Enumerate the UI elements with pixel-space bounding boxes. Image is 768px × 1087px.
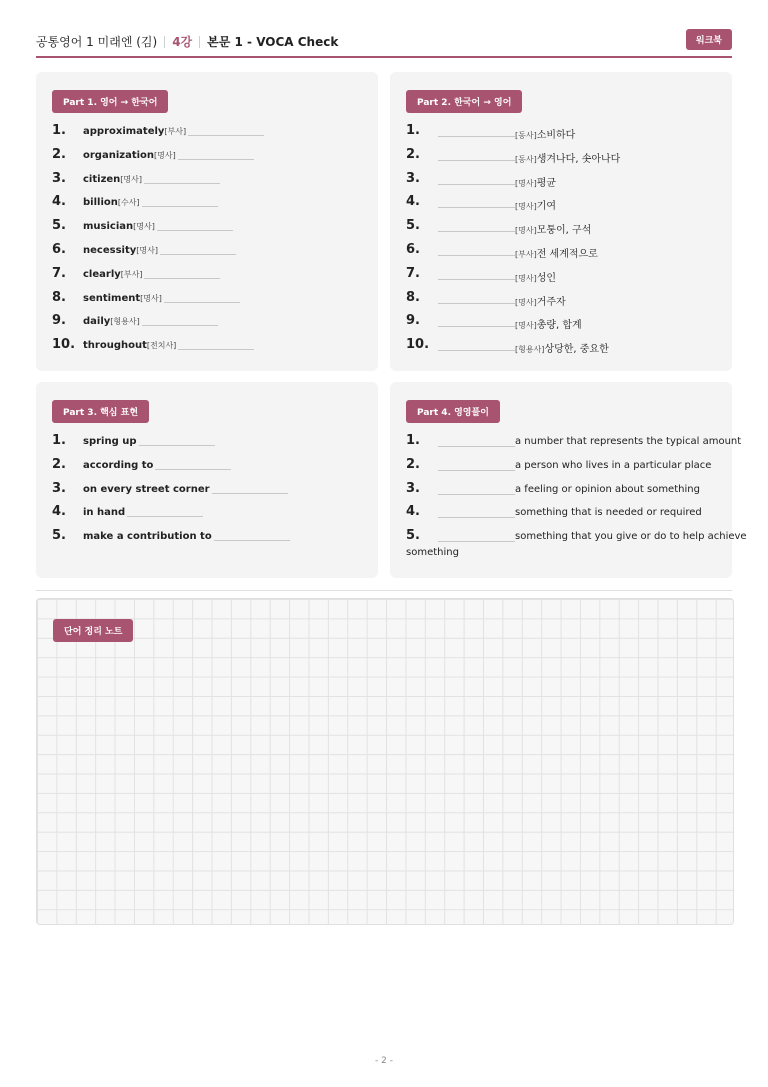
list-item [406, 457, 720, 475]
korean-meaning [515, 293, 566, 308]
vocab-word [83, 269, 220, 280]
vocab-notes-grid [36, 598, 734, 925]
item-number: 3. [406, 481, 420, 496]
list-item [52, 528, 366, 546]
key-phrase [83, 460, 231, 471]
lesson-number: 4강 [172, 35, 193, 49]
answer-blank[interactable] [142, 205, 218, 207]
vocab-word [83, 221, 233, 232]
part-of-speech: [수사] [117, 198, 140, 207]
list-item [52, 290, 366, 308]
item-number: 4. [52, 504, 66, 519]
item-number: 2. [406, 457, 420, 472]
korean-meaning [515, 221, 591, 236]
list-item [52, 218, 366, 236]
list-item [52, 313, 366, 331]
definition-continuation: something [406, 547, 459, 558]
item-number: 6. [52, 242, 66, 257]
answer-blank[interactable] [438, 326, 515, 327]
korean-meaning [515, 197, 556, 212]
part1-label: Part 1. 영어 → 한국어 [52, 90, 168, 113]
header-breadcrumb [36, 33, 338, 50]
list-item [52, 242, 366, 260]
list-item [406, 290, 720, 308]
item-number: 10. [406, 337, 430, 352]
key-phrase [83, 507, 203, 518]
answer-blank[interactable] [438, 517, 515, 518]
part3-label: Part 3. 핵심 표현 [52, 400, 149, 423]
list-item [52, 123, 366, 141]
answer-blank[interactable] [438, 207, 515, 208]
list-item [406, 266, 720, 284]
list-item [406, 337, 720, 355]
key-phrase [83, 436, 215, 447]
korean-meaning [515, 269, 556, 284]
item-number: 5. [52, 528, 66, 543]
answer-blank[interactable] [438, 279, 515, 280]
meaning-text: 전 세계적으로 [536, 249, 598, 260]
word-text: organization [83, 150, 155, 161]
item-number: 5. [406, 218, 420, 233]
meaning-text: 기여 [536, 201, 557, 212]
part-of-speech: [명사] [515, 298, 537, 307]
korean-meaning [515, 126, 575, 141]
answer-blank[interactable] [438, 231, 515, 232]
word-text: citizen [83, 174, 121, 185]
list-item [406, 242, 720, 260]
word-text: sentiment [83, 293, 141, 304]
part-of-speech: [전치사] [146, 341, 177, 350]
answer-blank[interactable] [144, 182, 220, 184]
word-text: billion [83, 197, 118, 208]
answer-blank[interactable] [155, 468, 231, 470]
list-item [52, 481, 366, 499]
answer-blank[interactable] [178, 158, 254, 160]
item-number: 1. [406, 433, 420, 448]
definition-text: a feeling or opinion about something [515, 484, 700, 495]
word-text: approximately [83, 126, 165, 137]
answer-blank[interactable] [438, 136, 515, 137]
list-item [52, 457, 366, 475]
answer-blank[interactable] [188, 134, 264, 136]
meaning-text: 모퉁이, 구석 [536, 225, 592, 236]
meaning-text: 생겨나다, 솟아나다 [536, 154, 621, 165]
list-item [406, 313, 720, 331]
answer-blank[interactable] [438, 255, 515, 256]
item-number: 4. [52, 194, 66, 209]
answer-blank[interactable] [438, 494, 515, 495]
item-number: 4. [406, 504, 420, 519]
part-of-speech: [동사] [515, 155, 537, 164]
korean-meaning [515, 150, 620, 165]
workbook-badge: 워크북 [686, 29, 732, 50]
item-number: 1. [52, 433, 66, 448]
list-item [406, 218, 720, 236]
part-of-speech: [동사] [515, 131, 537, 140]
part-of-speech: [명사] [515, 179, 537, 188]
answer-blank[interactable] [438, 303, 515, 304]
list-item [406, 171, 720, 189]
header-separator [164, 36, 165, 48]
key-phrase [83, 531, 290, 542]
korean-meaning [515, 316, 582, 331]
section-divider [36, 590, 732, 591]
part-of-speech: [부사] [164, 127, 187, 136]
phrase-text: make a contribution to [83, 531, 212, 542]
list-item [52, 266, 366, 284]
item-number: 2. [52, 147, 66, 162]
phrase-text: on every street corner [83, 484, 210, 495]
list-item [406, 528, 747, 558]
part-of-speech: [명사] [133, 222, 155, 231]
list-item [406, 504, 720, 522]
meaning-text: 소비하다 [536, 130, 576, 141]
part1-card [36, 72, 378, 371]
part3-card [36, 382, 378, 578]
vocab-word [83, 150, 254, 161]
definition-text: a number that represents the typical amount [515, 436, 742, 447]
part-of-speech: [명사] [120, 175, 142, 184]
vocab-word [83, 174, 220, 185]
part4-card [390, 382, 747, 578]
vocab-word [83, 293, 240, 304]
phrase-text: spring up [83, 436, 137, 447]
part-of-speech: [명사] [136, 246, 158, 255]
page-number: - 2 - [375, 1056, 393, 1066]
notes-label: 단어 정리 노트 [53, 619, 133, 642]
list-item [52, 171, 366, 189]
meaning-text: 총량, 합계 [536, 320, 582, 331]
part-of-speech: [명사] [515, 202, 537, 211]
list-item [406, 481, 720, 499]
item-number: 5. [52, 218, 66, 233]
part-of-speech: [명사] [154, 151, 176, 160]
korean-meaning [515, 245, 598, 260]
vocab-word [83, 126, 264, 137]
list-item [406, 147, 720, 165]
answer-blank[interactable] [139, 444, 215, 446]
vocab-word [83, 316, 218, 327]
part-of-speech: [부사] [120, 270, 143, 279]
list-item [406, 123, 720, 141]
word-text: necessity [83, 245, 137, 256]
item-number: 4. [406, 194, 420, 209]
answer-blank[interactable] [214, 539, 290, 541]
phrase-text: according to [83, 460, 154, 471]
part2-label: Part 2. 한국어 → 영어 [406, 90, 522, 113]
course-name: 공통영어 1 미래엔 (김) [36, 35, 158, 49]
answer-blank[interactable] [178, 348, 254, 350]
item-number: 6. [406, 242, 420, 257]
korean-meaning [515, 174, 556, 189]
answer-blank[interactable] [157, 229, 233, 231]
list-item [52, 337, 366, 355]
definition-text: a person who lives in a particular place [515, 460, 712, 471]
item-number: 1. [52, 123, 66, 138]
meaning-text: 거주자 [536, 297, 566, 308]
list-item [406, 433, 742, 451]
part-of-speech: [형용사] [110, 317, 140, 326]
answer-blank[interactable] [164, 301, 240, 303]
page-header [36, 28, 732, 58]
word-text: daily [83, 316, 111, 327]
answer-blank[interactable] [438, 470, 515, 471]
korean-meaning [515, 340, 609, 355]
answer-blank[interactable] [127, 515, 203, 517]
item-number: 2. [52, 457, 66, 472]
word-text: throughout [83, 340, 147, 351]
list-item [52, 147, 366, 165]
list-item [52, 433, 366, 451]
list-item [406, 194, 720, 212]
answer-blank[interactable] [160, 253, 236, 255]
answer-blank[interactable] [212, 492, 288, 494]
answer-blank[interactable] [438, 184, 515, 185]
part-of-speech: [명사] [515, 321, 537, 330]
item-number: 5. [406, 528, 420, 543]
definition-text: something that you give or do to help achieve [515, 531, 747, 542]
list-item [52, 194, 366, 212]
meaning-text: 평균 [536, 178, 557, 189]
part-of-speech: [부사] [515, 250, 537, 259]
word-text: clearly [83, 269, 121, 280]
vocab-word [83, 245, 236, 256]
item-number: 3. [52, 481, 66, 496]
part-of-speech: [명사] [140, 294, 162, 303]
answer-blank[interactable] [438, 446, 515, 447]
part-of-speech: [명사] [515, 274, 537, 283]
item-number: 8. [52, 290, 66, 305]
list-item [52, 504, 366, 522]
answer-blank[interactable] [144, 277, 220, 279]
meaning-text: 상당한, 중요한 [544, 344, 609, 355]
answer-blank[interactable] [438, 541, 515, 542]
answer-blank[interactable] [142, 324, 218, 326]
vocab-word [83, 340, 254, 351]
part2-card [390, 72, 732, 371]
item-number: 9. [52, 313, 66, 328]
answer-blank[interactable] [438, 350, 515, 351]
item-number: 2. [406, 147, 420, 162]
part4-label: Part 4. 영영풀이 [406, 400, 500, 423]
item-number: 7. [52, 266, 66, 281]
part-of-speech: [형용사] [515, 345, 545, 354]
phrase-text: in hand [83, 507, 126, 518]
word-text: musician [83, 221, 134, 232]
item-number: 8. [406, 290, 420, 305]
item-number: 3. [52, 171, 66, 186]
item-number: 10. [52, 337, 76, 352]
part-of-speech: [명사] [515, 226, 537, 235]
header-separator [199, 36, 200, 48]
answer-blank[interactable] [438, 160, 515, 161]
key-phrase [83, 484, 288, 495]
item-number: 9. [406, 313, 420, 328]
meaning-text: 성인 [536, 273, 557, 284]
definition-text: something that is needed or required [515, 507, 702, 518]
item-number: 1. [406, 123, 420, 138]
item-number: 3. [406, 171, 420, 186]
vocab-word [83, 197, 218, 208]
item-number: 7. [406, 266, 420, 281]
page-title: 본문 1 - VOCA Check [207, 35, 339, 49]
